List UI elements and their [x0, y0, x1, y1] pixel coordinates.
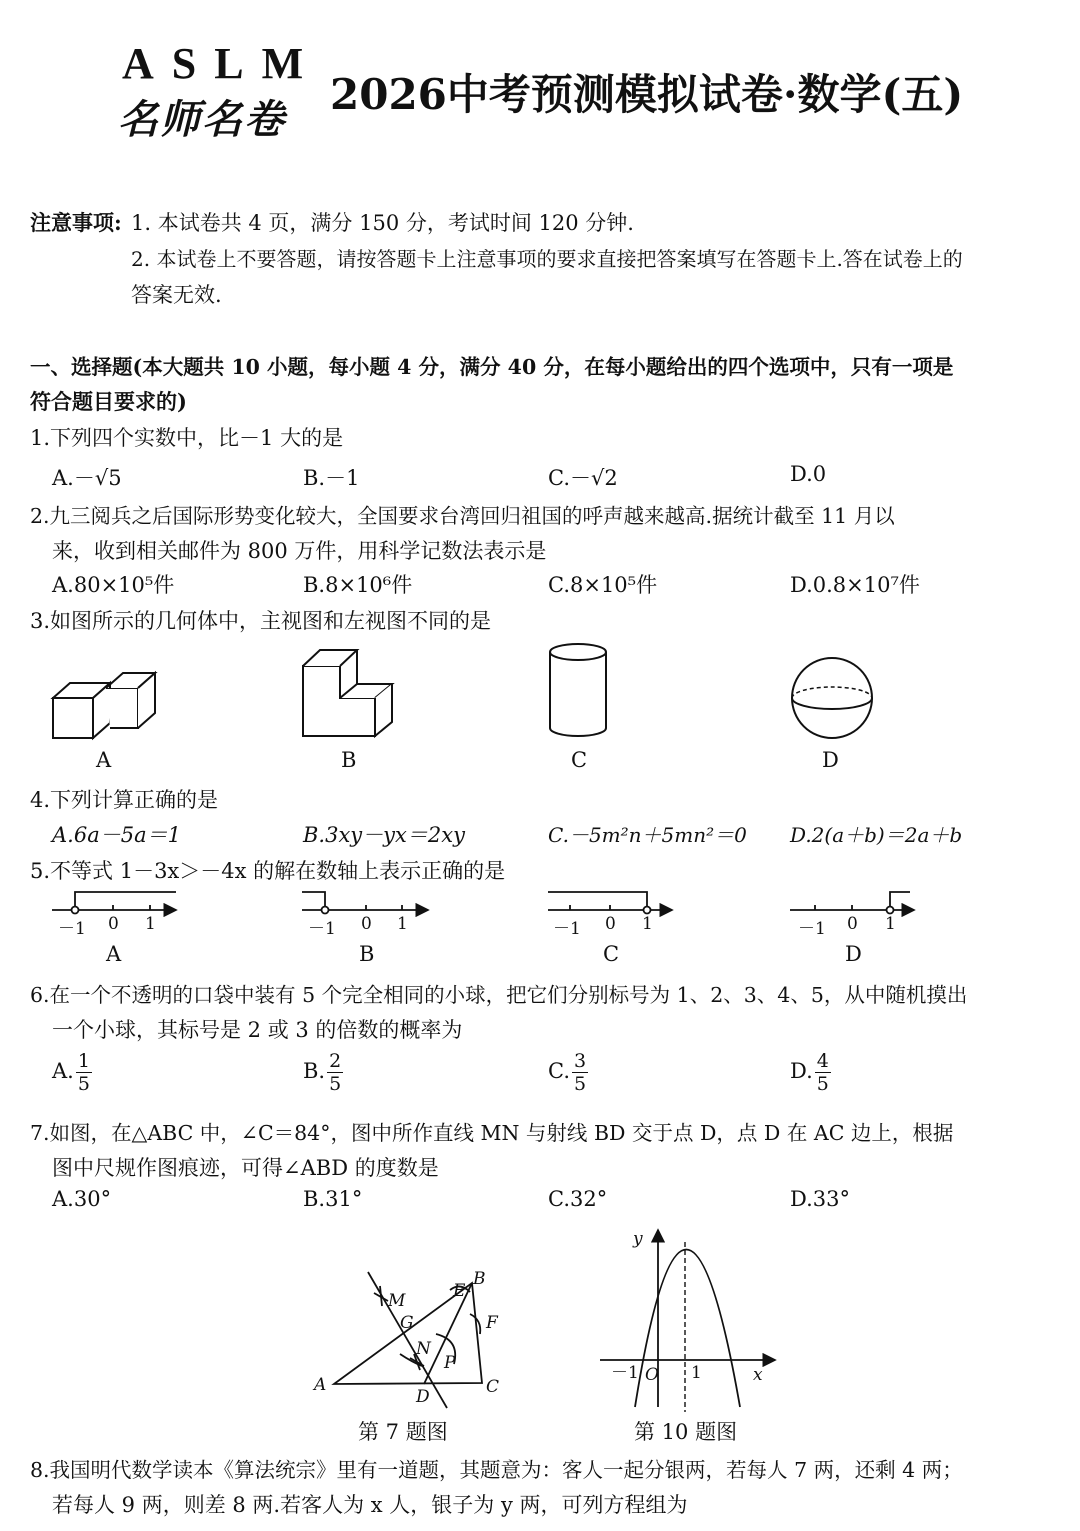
q5d-tick-neg1: －1 — [798, 919, 826, 939]
q7-option-d: D.33° — [790, 1187, 850, 1211]
notice-label: 注意事项: — [30, 210, 122, 235]
question-8-stem: 8.我国明代数学读本《算法统宗》里有一道题，其题意为：客人一起分银两，若每人 7 两，还剩 4 两； — [30, 1458, 963, 1482]
q3-solid-d-sphere — [792, 658, 872, 738]
origin-label: O — [645, 1365, 659, 1385]
question-6-stem-cont: 一个小球，其标号是 2 或 3 的倍数的概率为 — [52, 1018, 463, 1042]
point-p: P — [444, 1353, 456, 1373]
page-title: 2026中考预测模拟试卷·数学(五) — [330, 70, 964, 119]
q7-option-c: C.32° — [548, 1187, 608, 1211]
q6-option-b: B. $\frac{2}{5}$ — [303, 1050, 342, 1095]
q5c-tick-0: 0 — [605, 914, 616, 934]
q4-option-d: D.2(a＋b)＝2a＋b — [790, 823, 963, 847]
q2-option-b: B.8×10⁶件 — [303, 573, 413, 597]
logo-chinese: 名师名卷 — [118, 96, 286, 143]
figure-7-caption: 第 7 题图 — [358, 1420, 448, 1444]
point-b: B — [473, 1269, 486, 1289]
q5-label-c: C — [603, 942, 620, 966]
q2-option-d: D.0.8×10⁷件 — [790, 573, 920, 597]
q1-option-d: D.0 — [790, 462, 827, 486]
q5b-tick-0: 0 — [361, 914, 372, 934]
q5-line-c — [548, 892, 672, 914]
figure-10-caption: 第 10 题图 — [634, 1420, 738, 1444]
q5-label-b: B — [359, 942, 375, 966]
q7-option-b: B.31° — [303, 1187, 363, 1211]
question-3-stem: 3.如图所示的几何体中，主视图和左视图不同的是 — [30, 609, 492, 633]
question-5-stem: 5.不等式 1－3x＞－4x 的解在数轴上表示正确的是 — [30, 859, 506, 883]
q5b-tick-neg1: －1 — [308, 919, 336, 939]
q5b-tick-1: 1 — [397, 914, 408, 934]
question-7-stem-cont: 图中尺规作图痕迹，可得∠ABD 的度数是 — [52, 1156, 439, 1180]
q4-option-c: C.－5m²n＋5mn²＝0 — [548, 823, 747, 847]
q3-label-b: B — [341, 748, 357, 772]
q5-line-a — [52, 892, 176, 914]
point-c: C — [486, 1377, 500, 1397]
point-g: G — [400, 1313, 414, 1333]
section-heading-cont: 符合题目要求的) — [30, 389, 187, 414]
question-1-stem: 1.下列四个实数中，比－1 大的是 — [30, 426, 344, 450]
q4-option-b: B.3xy－yx＝2xy — [303, 823, 465, 847]
y-axis-label: y — [633, 1229, 643, 1249]
q5-line-b — [302, 892, 428, 914]
q3-solids-figure — [40, 638, 900, 748]
figure-7-triangle — [310, 1268, 510, 1413]
q1-option-a: A.－√5 — [52, 466, 122, 490]
arc-f — [470, 1314, 480, 1334]
logo-latin: ASLM — [122, 39, 322, 88]
point-m: M — [388, 1291, 406, 1311]
q5c-tick-1: 1 — [642, 914, 653, 934]
q5a-tick-1: 1 — [145, 914, 156, 934]
point-a: A — [314, 1375, 327, 1395]
q1-option-c: C.－√2 — [548, 466, 618, 490]
q1-option-b: B.－1 — [303, 466, 360, 490]
q3-label-c: C — [571, 748, 588, 772]
q3-solid-b-l-shape — [303, 650, 392, 736]
q6-option-d: D. $\frac{4}{5}$ — [790, 1050, 829, 1095]
q5c-tick-neg1: －1 — [553, 919, 581, 939]
q2-option-c: C.8×10⁵件 — [548, 573, 658, 597]
figure-10-parabola — [595, 1222, 785, 1412]
q2-option-a: A.80×10⁵件 — [52, 573, 175, 597]
q5d-tick-1: 1 — [885, 914, 896, 934]
q5a-tick-neg1: －1 — [58, 919, 86, 939]
section-heading: 一、选择题(本大题共 10 小题，每小题 4 分，满分 40 分，在每小题给出的四个选项中，只有一项是 — [30, 355, 954, 379]
question-2-stem-cont: 来，收到相关邮件为 800 万件，用科学记数法表示是 — [52, 539, 547, 563]
tick-1-label: 1 — [691, 1363, 702, 1383]
notice-item-2: 2. 本试卷上不要答题，请按答题卡上注意事项的要求直接把答案填写在答题卡上.答在试卷上的 — [131, 247, 963, 271]
q3-solid-a-two-cubes — [53, 673, 155, 738]
question-7-stem: 7.如图，在△ABC 中，∠C＝84°，图中所作直线 MN 与射线 BD 交于点 D，点 D 在 AC 边上，根据 — [30, 1121, 954, 1145]
q5-label-a: A — [106, 942, 122, 966]
notice-item-2-cont: 答案无效. — [131, 283, 222, 307]
x-axis-label: x — [753, 1365, 763, 1385]
point-f: F — [486, 1313, 498, 1333]
q7-option-a: A.30° — [52, 1187, 112, 1211]
notice-item-1: 1. 本试卷共 4 页，满分 150 分，考试时间 120 分钟. — [131, 211, 634, 235]
question-2-stem: 2.九三阅兵之后国际形势变化较大，全国要求台湾回归祖国的呼声越来越高.据统计截至 11 月以 — [30, 504, 895, 528]
q3-solid-c-cylinder — [550, 644, 606, 736]
tick-neg1-label: －1 — [611, 1363, 639, 1383]
question-6-stem: 6.在一个不透明的口袋中装有 5 个完全相同的小球，把它们分别标号为 1、2、3、4、5，从中随机摸出 — [30, 983, 968, 1007]
q3-label-d: D — [822, 748, 839, 772]
q3-label-a: A — [96, 748, 112, 772]
point-n: N — [416, 1339, 431, 1359]
q6-option-a: A. $\frac{1}{5}$ — [52, 1050, 90, 1095]
point-d: D — [416, 1387, 430, 1407]
q5-line-d — [790, 892, 914, 914]
question-4-stem: 4.下列计算正确的是 — [30, 788, 219, 812]
question-8-stem-cont: 若每人 9 两，则差 8 两.若客人为 x 人，银子为 y 两，可列方程组为 — [52, 1493, 688, 1517]
q6-option-c: C. $\frac{3}{5}$ — [548, 1050, 587, 1095]
q5-label-d: D — [845, 942, 862, 966]
q5a-tick-0: 0 — [108, 914, 119, 934]
q4-option-a: A.6a－5a＝1 — [52, 823, 181, 847]
point-e: E — [453, 1281, 466, 1301]
q5d-tick-0: 0 — [847, 914, 858, 934]
